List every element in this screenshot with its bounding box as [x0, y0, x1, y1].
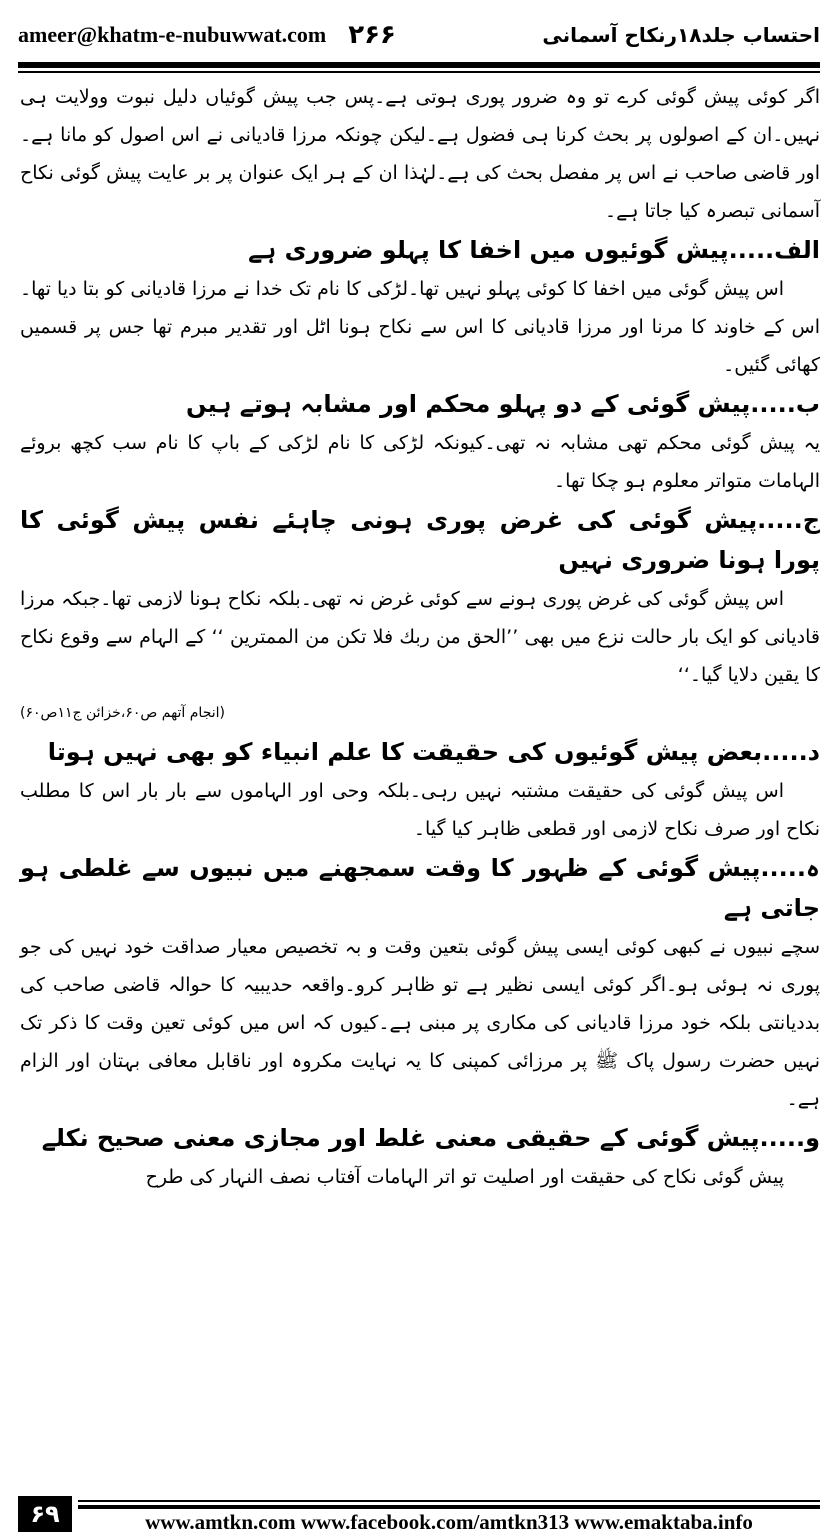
heading-wao: و.....پیش گوئی کے حقیقی معنی غلط اور مجازی معنی صحیح نکلے	[41, 1124, 820, 1152]
paragraph-jeem: اس پیش گوئی کی غرض پوری ہونے سے کوئی غرض نہ تھی۔بلکہ نکاح ہونا لازمی تھا۔جبکہ مرزا قادیانی کو ایک بار حالت نزع میں بھی ’’الحق من ربك فلا تكن من الممترين ‘‘ کے الہام سے وقوع نکاح کا یقین دلایا گیا۔‘‘	[20, 588, 820, 686]
heading-he: ہ.....پیش گوئی کے ظہور کا وقت سمجھنے میں نبیوں سے غلطی ہو جاتی ہے	[20, 854, 820, 922]
reference-citation: (انجام آتھم ص۶۰،خزائن ج۱۱ص۶۰)	[20, 705, 225, 721]
header-rule-thin	[18, 71, 820, 73]
heading-be: ب.....پیش گوئی کے دو پہلو محکم اور مشابہ ہوتے ہیں	[185, 390, 820, 418]
header-page-number: ۲۶۶	[348, 20, 396, 50]
header-email[interactable]: ameer@khatm-e-nubuwwat.com	[18, 22, 327, 47]
paragraph-wao: پیش گوئی نکاح کی حقیقت اور اصلیت تو اتر الہامات آفتاب نصف النہار کی طرح	[145, 1166, 784, 1188]
heading-dal: د.....بعض پیش گوئیوں کی حقیقت کا علم انبیاء کو بھی نہیں ہوتا	[47, 738, 820, 766]
heading-alif: الف.....پیش گوئیوں میں اخفا کا پہلو ضروری ہے	[248, 236, 820, 264]
footer-page-number: ۶۹	[18, 1496, 72, 1532]
reference-line	[20, 694, 820, 732]
page-body	[20, 78, 820, 1478]
page-footer	[18, 1496, 820, 1536]
header-left	[18, 20, 396, 50]
header-rule-thick	[18, 62, 820, 68]
paragraph-alif: اس پیش گوئی میں اخفا کا کوئی پہلو نہیں تھا۔لڑکی کا نام تک خدا نے مرزا قادیانی کو بتا دیا تھا۔اس کے خاوند کا مرنا اور مرزا قادیانی کا اس سے نکاح ہونا اٹل اور تقدیر مبرم تھا جس پر قسمیں کھائی گئیں۔	[20, 278, 820, 376]
footer-rule-thick	[78, 1505, 820, 1509]
intro-paragraph: اگر کوئی پیش گوئی کرے تو وہ ضرور پوری ہوتی ہے۔پس جب پیش گوئیاں دلیل نبوت وولایت ہی نہیں۔ان کے اصولوں پر بحث کرنا ہی فضول ہے۔لیکن چونکہ مرزا قادیانی نے اس اصول کو مانا ہے۔اور قاضی صاحب نے اس پر مفصل بحث کی ہے۔لہٰذا ان کے ہر ایک عنوان پر بر عایت پیش گوئی نکاح آسمانی تبصرہ کیا جاتا ہے۔	[20, 86, 820, 222]
footer-website-links[interactable]: www.amtkn.com www.facebook.com/amtkn313 www.emaktaba.info	[145, 1510, 753, 1534]
paragraph-dal: اس پیش گوئی کی حقیقت مشتبہ نہیں رہی۔بلکہ وحی اور الہاموں سے بار بار اس کا مطلب نکاح اور صرف نکاح لازمی اور قطعی ظاہر کیا گیا۔	[20, 780, 820, 840]
header-book-title: احتساب جلد۱۸رنکاح آسمانی	[542, 23, 820, 47]
paragraph-be: یہ پیش گوئی محکم تھی مشابہ نہ تھی۔کیونکہ لڑکی کا نام لڑکی کے باپ کا نام سب کچھ بروئے الہامات متواتر معلوم ہو چکا تھا۔	[20, 432, 820, 492]
heading-jeem: ج.....پیش گوئی کی غرض پوری ہونی چاہئے نفس پیش گوئی کا پورا ہونا ضروری نہیں	[20, 506, 820, 574]
paragraph-he: سچے نبیوں نے کبھی کوئی ایسی پیش گوئی بتعین وقت و بہ تخصیص معیار صداقت خود نہیں کی جو پوری نہ ہوئی ہو۔اگر کوئی ایسی نظیر ہے تو ظاہر کرو۔واقعہ حدیبیہ کا حوالہ قاضی صاحب کی بددیانتی بلکہ خود مرزا قادیانی کی مکاری پر مبنی ہے۔کیوں کہ اس میں کوئی تعین وقت کا ذکر تک نہیں حضرت رسول پاک ﷺ پر مرزائی کمپنی کا یہ نہایت مکروہ اور ناقابل معافی بہتان اور الزام ہے۔	[20, 936, 820, 1110]
footer-rule-thin	[78, 1500, 820, 1502]
page-header	[18, 14, 820, 56]
